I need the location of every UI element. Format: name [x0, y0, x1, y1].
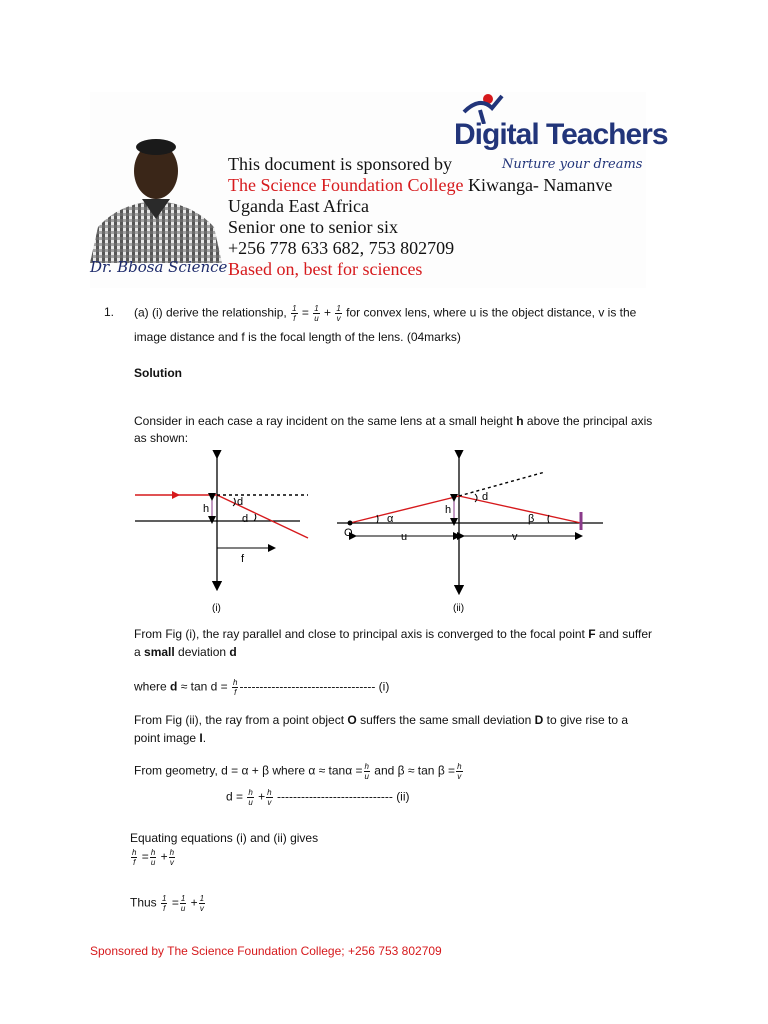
sponsor-line: This document is sponsored by — [228, 154, 452, 174]
brand-tagline: Nurture your dreams — [502, 157, 643, 172]
equation-combined: $\frac{h}{f}$ = $\frac{h}{u}$ + $\frac{h}{v}$ — [132, 848, 175, 867]
paragraph-fig1-line2: a small deviation d — [134, 645, 237, 659]
question-number: 1. — [104, 305, 115, 319]
sponsor-text — [228, 154, 612, 280]
equation-ii: d = $\frac{h}{u}$ + $\frac{h}{v}$ ----------------------------- (ii) — [226, 788, 410, 807]
fraction: $\frac{1}{u}$ — [314, 304, 319, 323]
sponsor-line: Based on, best for sciences — [228, 259, 423, 279]
author-photo — [90, 135, 222, 263]
paragraph-fig2-line2: point image I. — [134, 731, 207, 745]
footer-sponsor: Sponsored by The Science Foundation College; +256 753 802709 — [90, 944, 442, 958]
figure-caption: (ii) — [453, 603, 465, 614]
label-h: h — [445, 504, 452, 516]
brand-logo: Digital Teachers — [454, 118, 668, 151]
paragraph-fig1: From Fig (i), the ray parallel and close to principal axis is converged to the focal point F and suffer — [134, 627, 653, 641]
signature-text: Dr. Bbosa Science — [90, 258, 228, 276]
label-alpha: α — [387, 513, 394, 525]
consider-line-1: Consider in each case a ray incident on the same lens at a small height h above the principal axis — [134, 414, 653, 428]
figure-caption: (i) — [212, 603, 221, 614]
college-name: The Science Foundation College — [228, 175, 464, 195]
paragraph-fig2: From Fig (ii), the ray from a point object O suffers the same small deviation D to give rise to a — [134, 713, 629, 727]
sponsor-line: The Science Foundation College Kiwanga- Namanve — [228, 175, 613, 195]
equating-line: Equating equations (i) and (ii) gives — [130, 831, 319, 845]
label-beta: β — [528, 513, 535, 525]
label-u: u — [401, 531, 408, 543]
equation-final: Thus $\frac{1}{f}$ = $\frac{1}{u}$ + $\frac{1}{v}$ — [130, 894, 205, 913]
question-line-1: (a) (i) derive the relationship, $\frac{1}{f}$ = $\frac{1}{u}$ + $\frac{1}{v}$ for convex lens, where u is the object distance, v is the — [134, 304, 637, 323]
label-f: f — [241, 553, 245, 565]
figure-convex-lens-point-object — [335, 450, 605, 620]
label-d: d — [482, 491, 489, 503]
question-line-2: image distance and f is the focal length of the lens. (04marks) — [134, 330, 461, 344]
figure-convex-lens-parallel-ray — [130, 450, 315, 620]
fraction: $\frac{1}{v}$ — [336, 304, 341, 323]
label-object-O: O — [344, 527, 353, 539]
label-d: d — [242, 513, 249, 525]
solution-heading: Solution — [134, 366, 182, 380]
geometry-line: From geometry, d = α + β where α ≈ tanα = $\frac{h}{u}$ and β ≈ tan β = $\frac{h}{v}$ — [134, 762, 462, 781]
label-d: d — [237, 496, 244, 508]
consider-line-2: as shown: — [134, 431, 189, 445]
fraction: $\frac{1}{f}$ — [292, 304, 297, 323]
label-v: v — [512, 531, 518, 543]
sponsor-line: +256 778 633 682, 753 802709 — [228, 238, 455, 258]
equation-i: where d ≈ tan d = $\frac{h}{f}$ ---------------------------------- (i) — [134, 678, 390, 697]
sponsor-line: Uganda East Africa — [228, 196, 369, 216]
label-h: h — [203, 503, 210, 515]
sponsor-line: Senior one to senior six — [228, 217, 398, 237]
